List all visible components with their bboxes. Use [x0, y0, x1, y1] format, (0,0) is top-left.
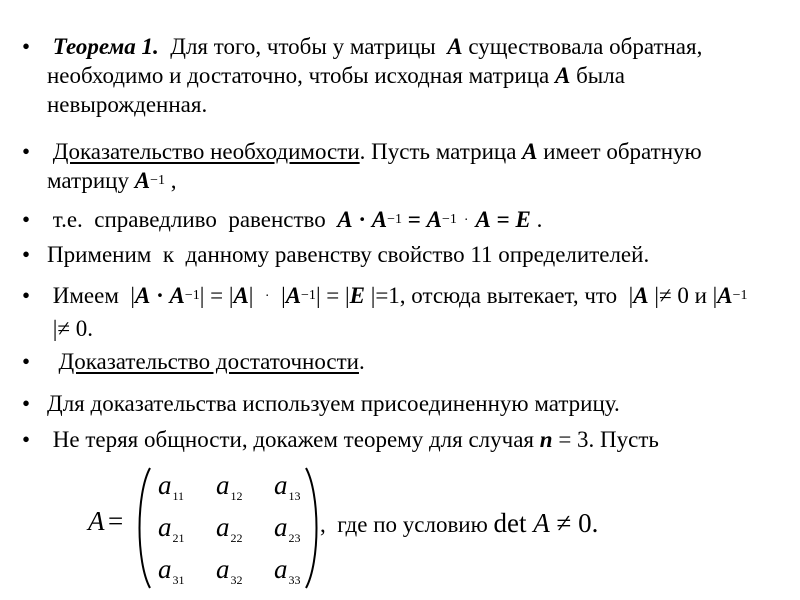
matrix-formula: [88, 464, 768, 592]
bullet-text: Теорема 1. Для того, чтобы у матрицы A существовала обратная, необходимо и достаточно, чтобы исходная матрица A была невырожденная.: [47, 34, 703, 117]
matrix-entry: $a_{13}$: [274, 470, 301, 503]
bullet-item-sufficiency: [22, 347, 782, 376]
bullet-marker: •: [22, 207, 31, 232]
necessity-heading: Доказательство необходимости: [52, 139, 360, 164]
bullet-text: Применим к данному равенству свойство 11 определителей.: [47, 242, 650, 267]
sufficiency-heading: Доказательство достаточности: [58, 349, 359, 374]
bullet-marker: •: [22, 283, 31, 308]
matrix-entry: $a_{33}$: [274, 554, 301, 587]
bullet-item-apply-property: [22, 240, 782, 269]
bullet-marker: •: [22, 349, 31, 374]
equals-sign: =: [108, 506, 124, 536]
det-word: det: [493, 508, 527, 538]
bullet-item-case-n3: [22, 425, 782, 454]
det-relation: ≠ 0: [549, 508, 592, 538]
bullet-marker: •: [22, 427, 31, 452]
bullet-item-theorem: [22, 32, 782, 119]
var-a: A: [522, 139, 538, 164]
bullet-item-equality: [22, 205, 782, 238]
bullet-text: Для доказательства используем присоединенную матрицу.: [47, 391, 620, 416]
matrix-entry: $a_{22}$: [216, 512, 243, 545]
matrix-entry-subscript: 21: [172, 531, 185, 545]
matrix-entry: $a_{32}$: [216, 554, 243, 587]
matrix-entry-subscript: 33: [288, 573, 301, 587]
right-parenthesis: [306, 468, 317, 588]
matrix-entry: $a_{12}$: [216, 470, 243, 503]
matrix-entry: $a_{23}$: [274, 512, 301, 545]
condition-text: , где по условию det A ≠ 0.: [320, 508, 599, 538]
matrix-entry: $a_{31}$: [158, 554, 185, 587]
matrix-entry-subscript: 11: [172, 489, 185, 503]
bullet-text: т.е. справедливо равенство $A \cdot A^{-1} = A^{-1} \cdot A = E$ .: [47, 207, 543, 232]
bullet-item-necessity: [22, 137, 782, 195]
matrix-entry-subscript: 13: [288, 489, 301, 503]
matrix-entry-subscript: 31: [172, 573, 185, 587]
bullet-marker: •: [22, 139, 31, 164]
bullet-text: Доказательство достаточности.: [58, 349, 365, 374]
bullet-marker: •: [22, 34, 31, 59]
matrix-entry-subscript: 23: [288, 531, 301, 545]
var-a: A: [134, 168, 151, 193]
bullet-marker: •: [22, 242, 31, 267]
matrix-name: A: [88, 506, 105, 536]
bullet-item-determinants: [22, 281, 782, 343]
matrix-grid: [138, 464, 318, 592]
matrix-entry-subscript: 22: [230, 531, 243, 545]
bullet-item-adjugate: [22, 389, 782, 418]
matrix-entry: $a_{11}$: [158, 470, 185, 503]
exponent: −1: [150, 173, 165, 188]
det-var: A: [533, 508, 550, 538]
bullet-text: Не теряя общности, докажем теорему для случая n = 3. Пусть: [47, 427, 659, 452]
theorem-label: Теорема 1.: [52, 34, 159, 59]
var-a: A: [447, 34, 463, 59]
var-a: A: [555, 63, 571, 88]
matrix-entries: [158, 470, 301, 587]
matrix-entry-subscript: 12: [230, 489, 243, 503]
matrix-entry-subscript: 32: [230, 573, 243, 587]
bullet-marker: •: [22, 391, 31, 416]
bullet-text: Имеем $|A \cdot A^{-1}| = |A| \cdot |A^{-1}| = |E$ |=1, отсюда вытекает, что |A |≠ 0 и $|A^{-1}$ |≠ 0.: [47, 283, 748, 341]
bullet-text: Доказательство необходимости. Пусть матрица A имеет обратную матрицу $A^{-1}$ ,: [47, 139, 702, 193]
left-parenthesis: [140, 468, 151, 588]
matrix-entry: $a_{21}$: [158, 512, 185, 545]
